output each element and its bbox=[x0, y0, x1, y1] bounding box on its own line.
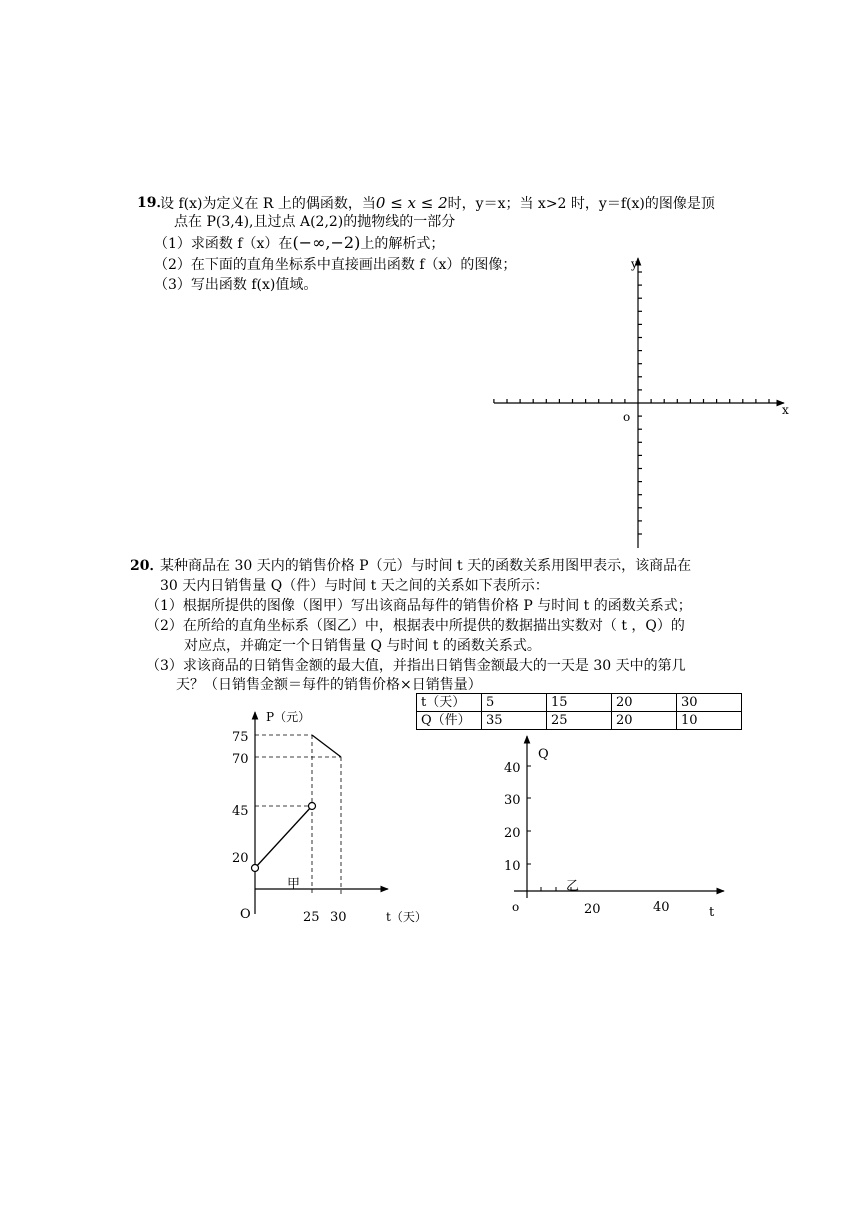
table-cell: 25 bbox=[547, 712, 612, 730]
jia-guides bbox=[255, 735, 341, 896]
yi-ytick-30: 30 bbox=[504, 793, 521, 808]
jia-ytick-45: 45 bbox=[232, 804, 249, 819]
jia-segment-2 bbox=[312, 735, 341, 757]
q20-line2: 30 天内日销售量 Q（件）与时间 t 天之间的关系如下表所示： bbox=[160, 578, 549, 594]
jia-ytick-20: 20 bbox=[232, 851, 249, 866]
table-cell: 10 bbox=[677, 712, 742, 730]
q19-line2: 点在 P(3,4),且过点 A(2,2)的抛物线的一部分 bbox=[174, 214, 456, 230]
table-cell: 30 bbox=[677, 694, 742, 712]
q19-line1-a: 设 f(x)为定义在 R 上的偶函数，当 bbox=[160, 196, 376, 212]
yi-xtick-20: 20 bbox=[584, 902, 601, 917]
q20-number: 20． bbox=[130, 558, 164, 574]
q20-item3a: （3）求该商品的日销售金额的最大值，并指出日销售金额最大的一天是 30 天中的第几 bbox=[146, 658, 686, 674]
q19-item1-b: 上的解析式； bbox=[360, 236, 445, 252]
yi-name: 乙 bbox=[566, 879, 580, 894]
jia-ytick-75: 75 bbox=[232, 730, 249, 745]
table-cell: 15 bbox=[547, 694, 612, 712]
table-cell: Q（件） bbox=[417, 712, 482, 730]
q20-item1: （1）根据所提供的图像（图甲）写出该商品每件的销售价格 P 与时间 t 的函数关系式； bbox=[146, 598, 692, 614]
yi-y-label: Q bbox=[538, 747, 549, 762]
q19-item2: （2）在下面的直角坐标系中直接画出函数 f（x）的图像； bbox=[154, 257, 517, 273]
table-cell: 5 bbox=[482, 694, 547, 712]
table-cell: 20 bbox=[612, 712, 677, 730]
jia-xtick-30: 30 bbox=[330, 910, 347, 925]
table-cell: t（天） bbox=[417, 694, 482, 712]
yi-ytick-10: 10 bbox=[504, 859, 521, 874]
q19-coordinate-grid bbox=[494, 258, 784, 548]
jia-y-label: P（元） bbox=[266, 710, 311, 724]
q19-y-label: y bbox=[631, 257, 638, 271]
yi-ticks bbox=[527, 766, 571, 891]
jia-xtick-25: 25 bbox=[303, 910, 320, 925]
jia-x-label: t（天） bbox=[386, 910, 427, 924]
jia-origin: O bbox=[240, 907, 251, 922]
q19-number: 19． bbox=[137, 195, 171, 211]
q20-line1: 某种商品在 30 天内的销售价格 P（元）与时间 t 天的函数关系用图甲表示，该商品在 bbox=[160, 558, 692, 574]
q19-interval: (−∞,−2) bbox=[292, 233, 361, 252]
yi-origin: o bbox=[512, 900, 520, 914]
yi-x-label: t bbox=[709, 905, 715, 920]
q19-item3: （3）写出函数 f(x)值域。 bbox=[154, 277, 318, 293]
q19-origin: o bbox=[623, 410, 631, 424]
q20-item3b: 天？（日销售金额＝每件的销售价格×日销售量） bbox=[176, 677, 482, 693]
jia-open-point-start bbox=[252, 865, 259, 872]
q19-condition: 0 ≤ x ≤ 2 bbox=[375, 194, 448, 212]
q20-item2b: 对应点，并确定一个日销售量 Q 与时间 t 的函数关系式。 bbox=[184, 638, 541, 654]
q20-item2a: （2）在所给的直角坐标系（图乙）中，根据表中所提供的数据描出实数对（ t ，Q）的 bbox=[146, 618, 685, 634]
yi-xtick-40: 40 bbox=[653, 900, 670, 915]
q19-x-label: x bbox=[782, 403, 789, 417]
graph-jia bbox=[252, 712, 389, 914]
jia-ytick-70: 70 bbox=[232, 752, 249, 767]
table-cell: 20 bbox=[612, 694, 677, 712]
q19-line1-b: 时，y＝x；当 x>2 时，y＝f(x)的图像是顶 bbox=[447, 196, 715, 212]
q19-item1-a: （1）求函数 f（x）在 bbox=[154, 236, 293, 252]
table-cell: 35 bbox=[482, 712, 547, 730]
jia-name: 甲 bbox=[287, 877, 301, 892]
jia-open-point-25 bbox=[309, 803, 316, 810]
yi-ytick-40: 40 bbox=[504, 761, 521, 776]
jia-segment-1 bbox=[255, 806, 312, 868]
yi-ytick-20: 20 bbox=[504, 826, 521, 841]
